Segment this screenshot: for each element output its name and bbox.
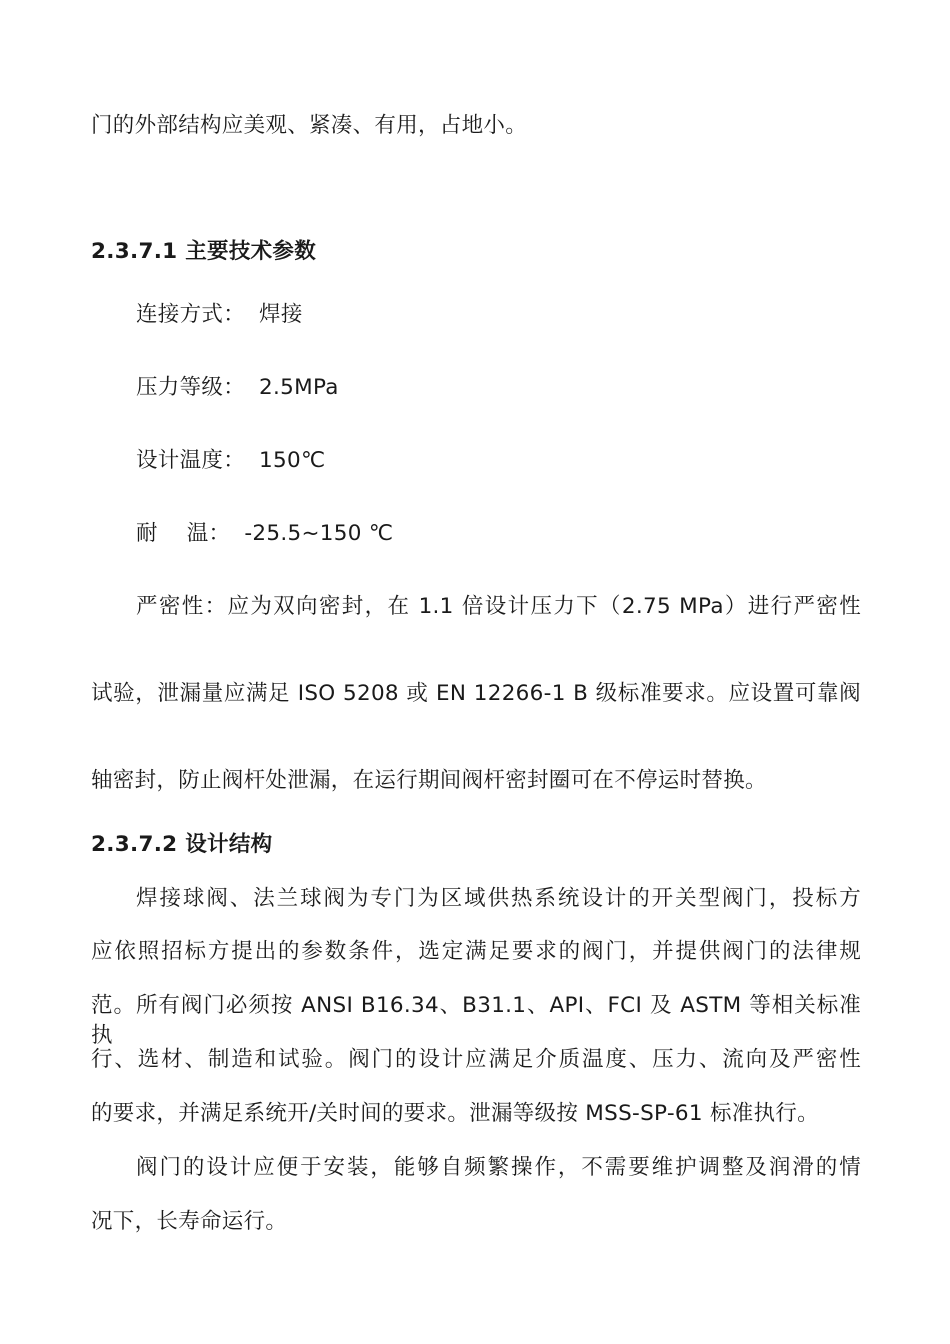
tightness-line-3: 轴密封，防止阀杆处泄漏，在运行期间阀杆密封圈可在不停运时替换。 [91, 768, 767, 793]
param-value: 150℃ [259, 448, 326, 473]
param-temp-resistance [136, 519, 861, 549]
design-para1-line-3: 范。所有阀门必须按 ANSI B16.34、B31.1、API、FCI 及 ASTM 等相关标准执 [91, 993, 861, 1048]
design-para2-line-1: 阀门的设计应便于安装，能够自频繁操作，不需要维护调整及润滑的情 [136, 1155, 861, 1180]
design-para1-line-2: 应依照招标方提出的参数条件，选定满足要求的阀门，并提供阀门的法律规 [91, 939, 861, 964]
param-value: 焊接 [259, 302, 303, 327]
tightness-line-2: 试验，泄漏量应满足 ISO 5208 或 EN 12266-1 B 级标准要求。应设置可靠阀 [91, 681, 861, 706]
param-label: 耐 温： [136, 521, 231, 546]
param-label: 设计温度： [136, 448, 246, 473]
design-para2-line-2: 况下，长寿命运行。 [91, 1209, 288, 1234]
section-2371-heading: 2.3.7.1 主要技术参数 [91, 239, 317, 264]
design-para1-line-5: 的要求，并满足系统开/关时间的要求。泄漏等级按 MSS-SP-61 标准执行。 [91, 1101, 819, 1126]
param-connection [136, 300, 861, 330]
tightness-line-1: 严密性：应为双向密封，在 1.1 倍设计压力下（2.75 MPa）进行严密性 [136, 594, 861, 619]
intro-tail-line: 门的外部结构应美观、紧凑、有用，占地小。 [91, 113, 528, 138]
param-pressure [136, 373, 861, 403]
design-para1-line-4: 行、选材、制造和试验。阀门的设计应满足介质温度、压力、流向及严密性 [91, 1047, 861, 1072]
section-2372-heading: 2.3.7.2 设计结构 [91, 832, 273, 857]
param-design-temp [136, 446, 861, 476]
param-label: 压力等级： [136, 375, 246, 400]
design-para1-line-1: 焊接球阀、法兰球阀为专门为区域供热系统设计的开关型阀门，投标方 [136, 886, 861, 911]
param-label: 连接方式： [136, 302, 246, 327]
param-value: -25.5~150 ℃ [244, 521, 394, 546]
param-value: 2.5MPa [259, 375, 339, 400]
